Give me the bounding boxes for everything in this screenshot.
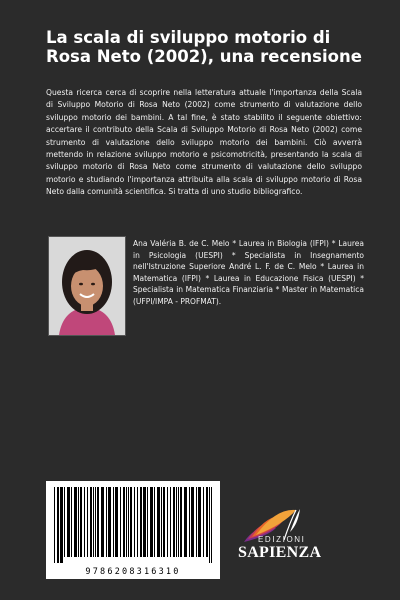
- barcode-bars: [46, 481, 220, 565]
- barcode-bar: [189, 487, 190, 557]
- barcode-bar: [106, 487, 107, 557]
- barcode-bar: [113, 487, 114, 557]
- author-bio: Ana Valéria B. de C. Melo * Laurea in Biologia (IFPI) * Laurea in Psicologia (UESPI) * Specialista in Insegnamento nell'Istruzione Superiore André L. F. de C. Melo * Laurea in Matematica (IFPI) * Laurea in Educazione Fisica (UESPI) * Specialista in Matematica Finanziaria * Master in Matematica (UFPI/IMPA - PROFMAT).: [133, 239, 364, 306]
- barcode-bar: [163, 487, 165, 557]
- barcode-bar: [167, 487, 168, 557]
- barcode-bar: [134, 487, 135, 557]
- barcode-bar: [97, 487, 99, 557]
- barcode-bar: [157, 487, 160, 557]
- barcode-bar: [71, 487, 72, 557]
- barcode-bar: [137, 487, 138, 557]
- barcode-bar: [60, 487, 63, 563]
- barcode-bar: [176, 487, 177, 557]
- barcode-bar: [211, 487, 212, 563]
- barcode-bar: [123, 487, 125, 557]
- barcode-bar: [74, 487, 77, 557]
- barcode-bar: [154, 487, 155, 557]
- barcode-bar: [101, 487, 104, 557]
- barcode-bar: [150, 487, 153, 557]
- barcode-bar: [95, 487, 96, 557]
- barcode-bar: [120, 487, 121, 557]
- barcode-bar: [206, 487, 208, 557]
- barcode: [46, 481, 220, 579]
- barcode-bar: [209, 487, 210, 563]
- barcode-bar: [78, 487, 79, 557]
- book-title: La scala di sviluppo motorio di Rosa Neto (2002), una recensione: [46, 28, 362, 66]
- barcode-bar: [178, 487, 179, 557]
- book-abstract: Questa ricerca cerca di scoprire nella letteratura attuale l'importanza della Scala di Sviluppo Motorio di Rosa Neto (2002) come strumento di valutazione dello sviluppo motorio dei bambini. A tal fine, è stato stabilito il seguente obiettivo: accertare il contributo della Scala di Sviluppo Motorio di Rosa Neto (2002) come strumento di valutazione dello sviluppo motorio dei bambini. Ciò avverrà mettendo in relazione sviluppo motorio e psicomotricità, presentando la scala di sviluppo motorio di Rosa Neto come strumento di valutazione dello sviluppo motorio e studiando l'importanza attribuita alla scala di sviluppo motorio di Rosa Neto dalla comunità scientifica. Si tratta di uno studio bibliografico.: [46, 88, 362, 197]
- publisher-logo: [238, 506, 338, 570]
- barcode-bar: [80, 487, 82, 557]
- barcode-bar: [126, 487, 127, 557]
- barcode-bar: [173, 487, 175, 557]
- publisher-sapienza: SAPIENZA: [238, 544, 322, 561]
- publisher-edizioni: EDIZIONI: [258, 535, 306, 544]
- barcode-bar: [130, 487, 132, 557]
- barcode-bar: [57, 487, 59, 563]
- barcode-bar: [184, 487, 187, 557]
- barcode-bar: [108, 487, 111, 557]
- barcode-bar: [180, 487, 182, 557]
- barcode-bar: [140, 487, 142, 557]
- isbn-digits: 9786208316310: [85, 567, 181, 577]
- barcode-bar: [115, 487, 118, 557]
- author-portrait-illustration: [49, 237, 125, 335]
- barcode-bar: [67, 487, 70, 557]
- barcode-bar: [90, 487, 92, 557]
- barcode-bar: [198, 487, 201, 557]
- barcode-bar: [54, 487, 55, 563]
- barcode-bar: [93, 487, 94, 557]
- barcode-bar: [87, 487, 88, 557]
- barcode-bar: [64, 487, 65, 557]
- barcode-bar: [170, 487, 171, 557]
- barcode-bar: [203, 487, 204, 557]
- barcode-bar: [128, 487, 129, 557]
- barcode-bar: [84, 487, 85, 557]
- barcode-bar: [147, 487, 148, 557]
- barcode-bar: [143, 487, 146, 557]
- barcode-bar: [196, 487, 197, 557]
- barcode-bar: [161, 487, 162, 557]
- barcode-bar: [191, 487, 194, 557]
- author-photo: [48, 236, 126, 336]
